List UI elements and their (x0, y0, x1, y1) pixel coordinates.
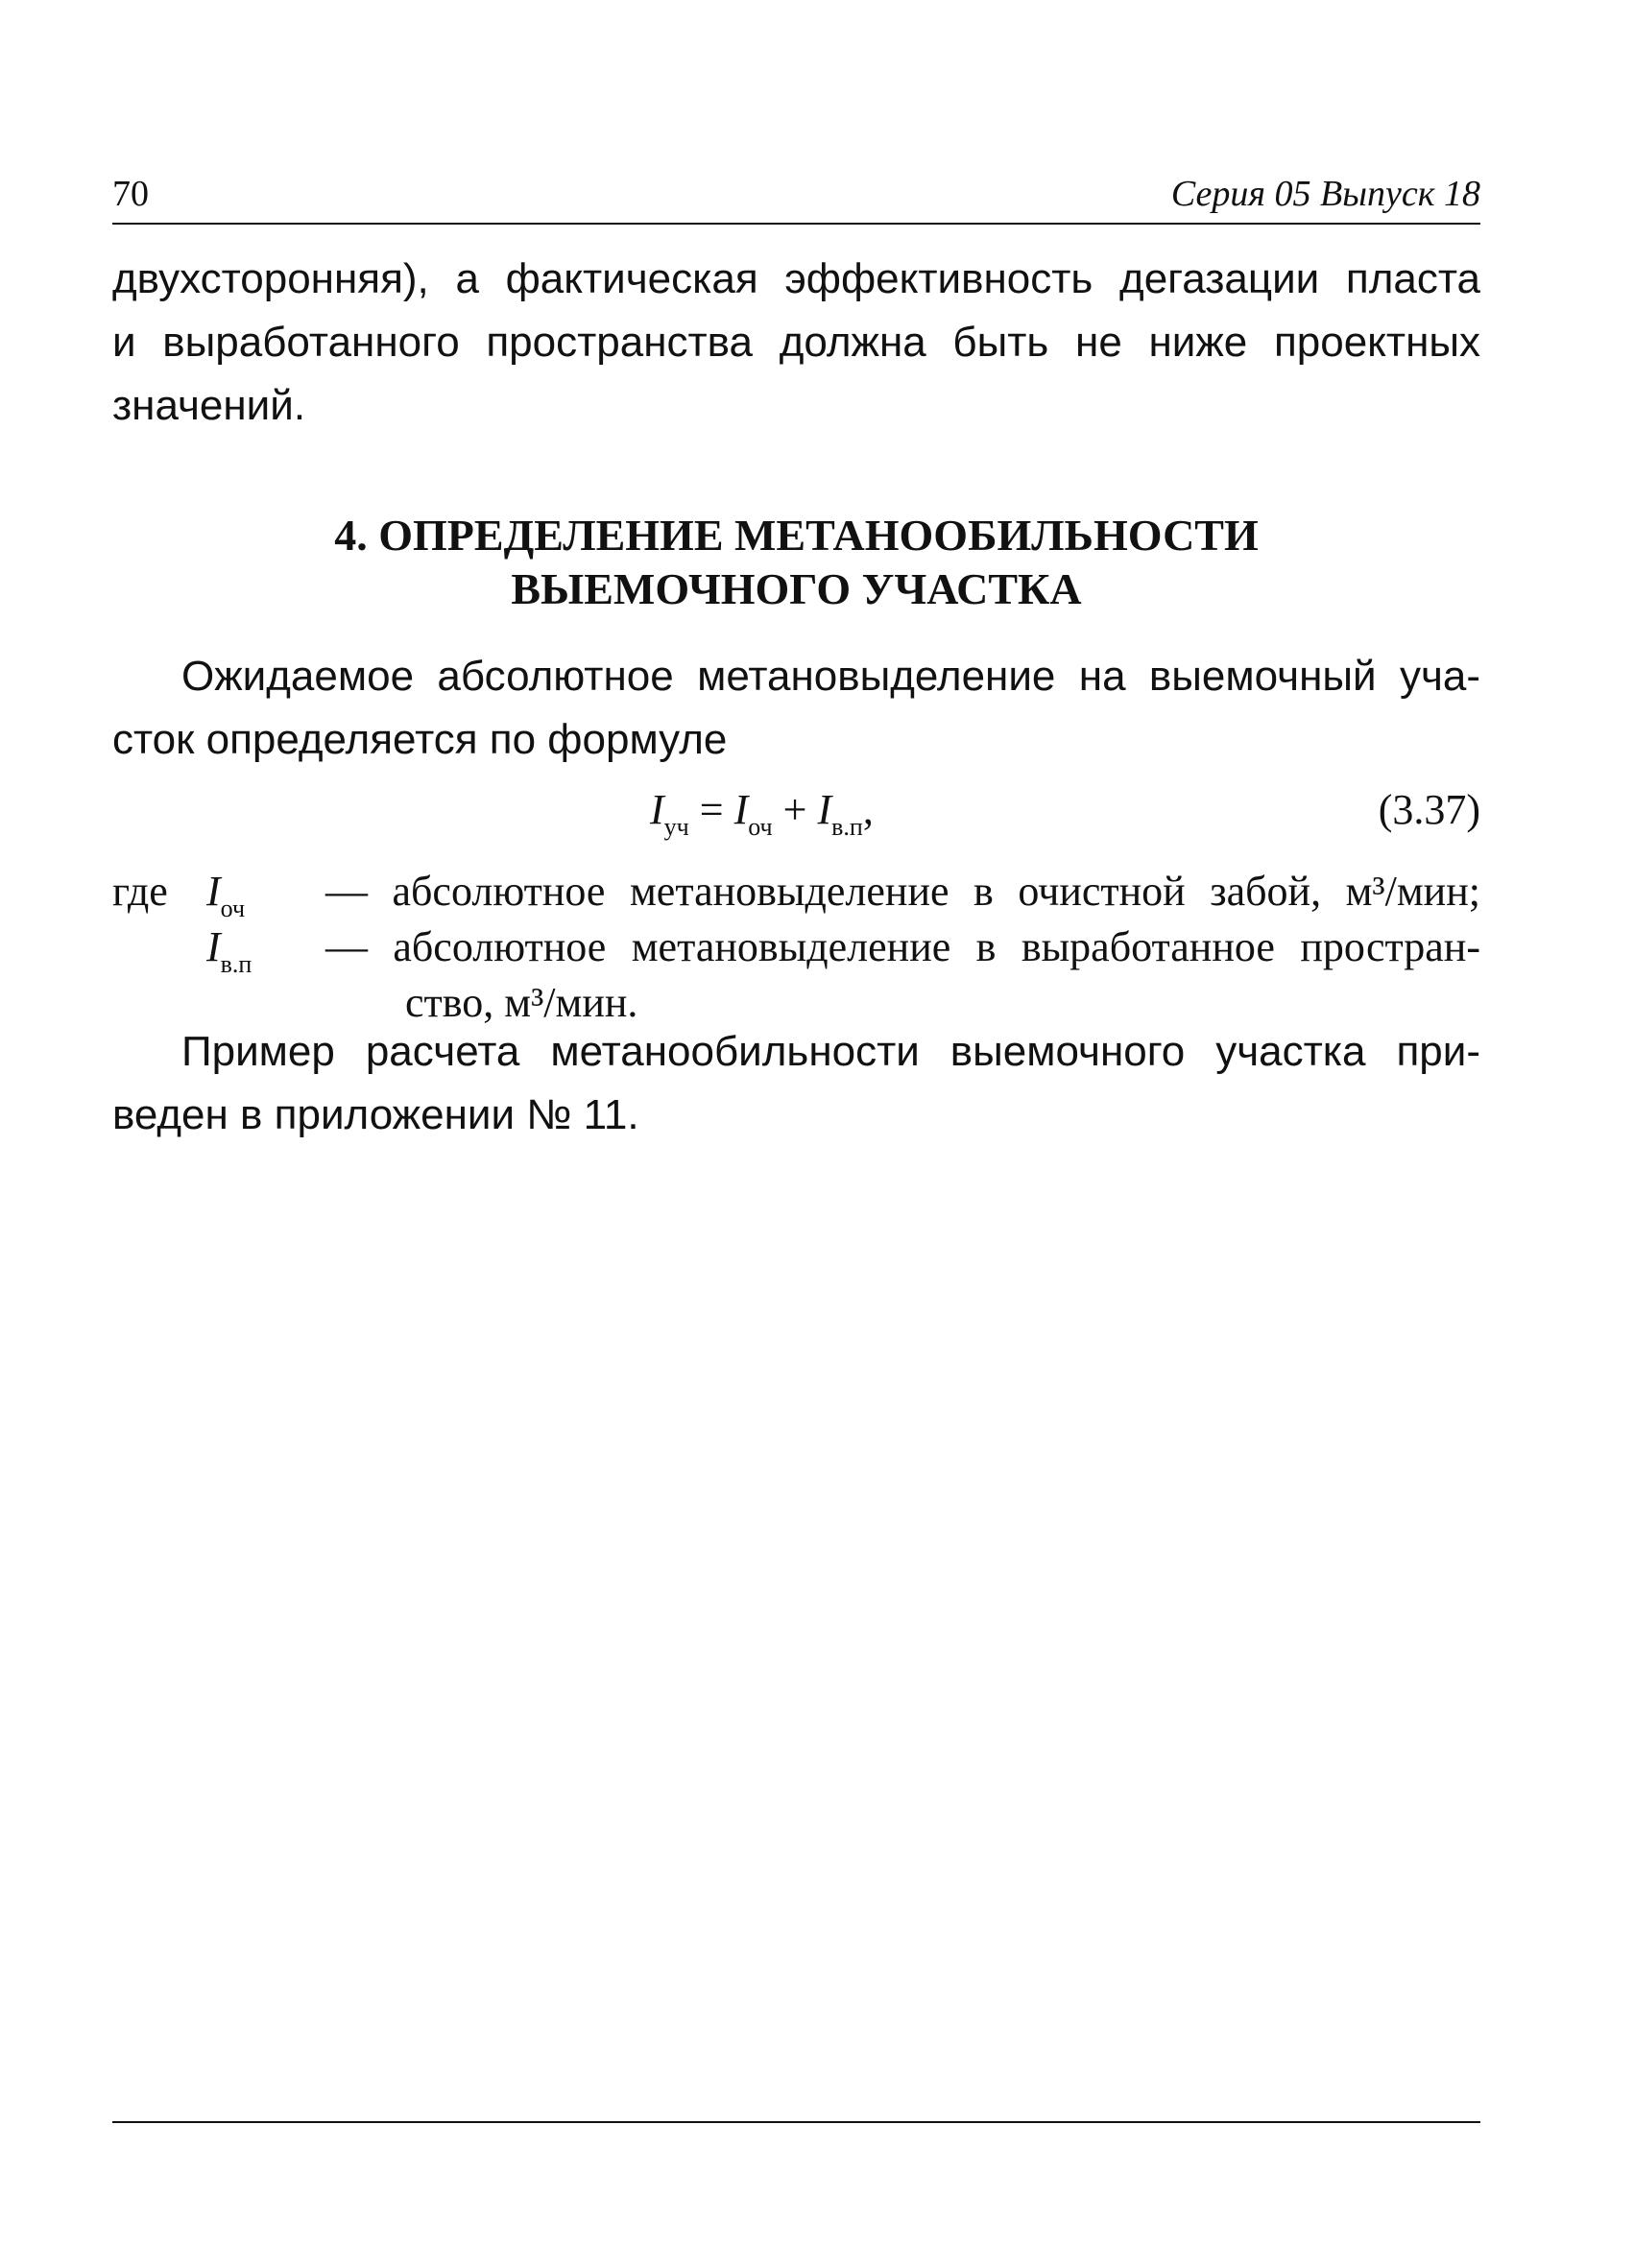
where-description: — абсолютное метановыделение в выработанное простран- (325, 923, 1480, 970)
formula (650, 785, 874, 841)
page-number: 70 (112, 174, 149, 214)
formula-lhs-sub: уч (663, 813, 689, 841)
where-description-continuation: ство, м³/мин. (405, 979, 638, 1026)
where-row (112, 864, 1480, 922)
formula-number: (3.37) (1378, 786, 1480, 833)
formula-trailing: , (862, 786, 874, 833)
paragraph-line: веден в приложении № 11. (112, 1091, 639, 1138)
formula-equals: = (699, 786, 724, 833)
paragraph-line: сток определяется по формуле (112, 716, 728, 763)
where-symbol (206, 919, 252, 981)
formula-lhs-var: I (650, 786, 664, 833)
where-symbol-var: I (206, 868, 221, 915)
where-symbol-sub: в.п (220, 950, 252, 978)
where-symbol-sub: оч (220, 895, 246, 922)
paragraph-line: Ожидаемое абсолютное метановыделение на выемочный уча- (181, 653, 1480, 700)
formula-term2-sub: в.п (831, 813, 863, 841)
section-title-line-1: 4. ОПРЕДЕЛЕНИЕ МЕТАНООБИЛЬНОСТИ (334, 511, 1259, 560)
intro-paragraph (112, 248, 1480, 438)
bottom-rule (112, 2121, 1480, 2123)
formula-term1-var: I (733, 786, 749, 833)
where-word: где (112, 868, 168, 915)
section-title-line-2: ВЫЕМОЧНОГО УЧАСТКА (511, 564, 1082, 613)
page-header (112, 173, 1480, 225)
series-label: Серия 05 Выпуск 18 (1170, 174, 1480, 214)
where-row (112, 919, 1480, 978)
where-symbol (206, 864, 245, 925)
paragraph-formula-intro (112, 645, 1480, 772)
paragraph-example (112, 1020, 1480, 1147)
intro-line: значений. (112, 382, 306, 429)
formula-term1-sub: оч (748, 813, 773, 841)
intro-line: двухсторонняя), а фактическая эффективность дегазации пласта (112, 255, 1480, 302)
where-symbol-var: I (206, 923, 221, 970)
formula-row (112, 785, 1480, 852)
formula-plus: + (782, 786, 807, 833)
where-description: — абсолютное метановыделение в очистной забой, м³/мин; (325, 868, 1480, 915)
paragraph-line: Пример расчета метанообильности выемочного участка при- (181, 1028, 1480, 1075)
section-title (112, 509, 1480, 616)
intro-line: и выработанного пространства должна быть не ниже проектных (112, 319, 1480, 366)
where-definitions (112, 864, 1480, 1031)
formula-term2-var: I (817, 786, 832, 833)
